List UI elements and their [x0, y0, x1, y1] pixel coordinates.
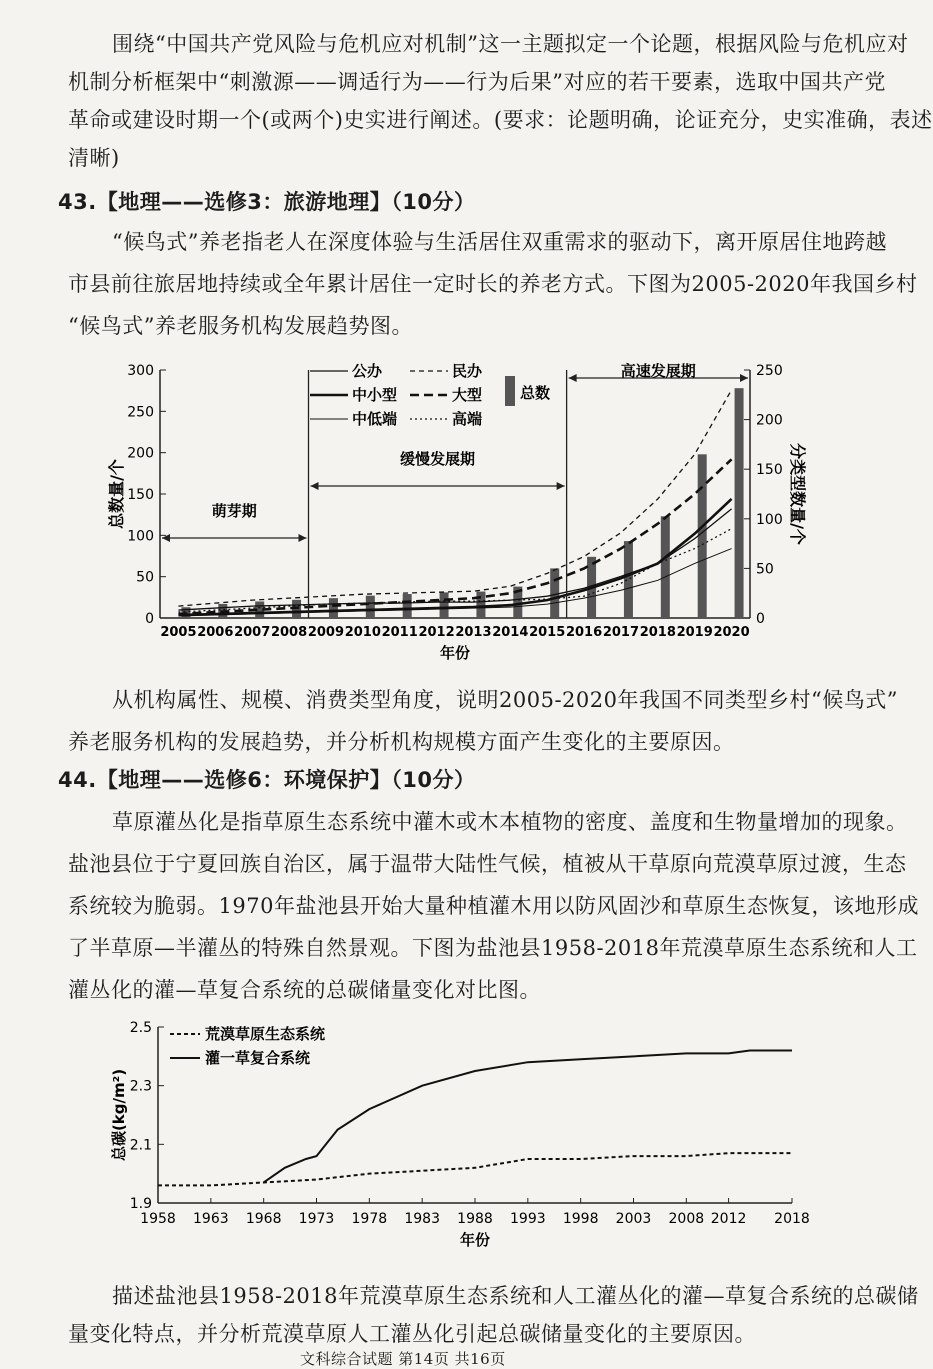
- q44-question-2: 量变化特点，并分析荒漠草原人工灌丛化引起总碳储量变化的主要原因。: [68, 1322, 756, 1346]
- period-label: 缓慢发展期: [400, 450, 476, 468]
- x-tick-label: 1958: [140, 1211, 176, 1227]
- total-bar: [403, 594, 412, 618]
- x-tick-label: 2006: [197, 625, 234, 640]
- x-tick-label: 2005: [160, 625, 197, 640]
- series-line-荒漠草原生态系统: [158, 1153, 792, 1185]
- left-tick-label: 100: [127, 528, 154, 545]
- q43-intro-1: “候鸟式”养老指老人在深度体验与生活居住双重需求的驱动下，离开原居住地跨越: [112, 230, 887, 254]
- x-tick-label: 1998: [562, 1211, 599, 1227]
- q43-intro-2: 市县前往旅居地持续或全年累计居住一定时长的养老方式。下图为2005-2020年我国乡村: [68, 272, 918, 296]
- legend-label: 大型: [452, 386, 483, 404]
- q44-intro-3: 系统较为脆弱。1970年盐池县开始大量种植灌木用以防风固沙和草原生态恢复，该地形成: [68, 894, 919, 918]
- x-tick-label: 2012: [710, 1211, 747, 1227]
- legend-label: 中低端: [352, 410, 398, 428]
- series-line-中小型: [178, 499, 731, 615]
- x-tick-label: 2012: [418, 625, 455, 640]
- period-arrow-right: [740, 374, 748, 382]
- x-axis-title: 年份: [439, 644, 471, 662]
- q44-intro-4: 了半草原—半灌丛的特殊自然景观。下图为盐池县1958-2018年荒漠草原生态系统和人工: [68, 936, 918, 960]
- period-label: 高速发展期: [620, 362, 696, 380]
- x-tick-label: 2003: [615, 1211, 652, 1227]
- q42-line-2: 机制分析框架中“刺激源——调适行为——行为后果”对应的若干要素，选取中国共产党: [68, 70, 886, 94]
- x-tick-label: 1968: [245, 1211, 282, 1227]
- left-tick-label: 300: [127, 363, 154, 379]
- x-tick-label: 1973: [298, 1211, 335, 1227]
- x-tick-label: 1963: [193, 1211, 229, 1227]
- total-bar: [366, 596, 375, 618]
- x-tick-label: 2011: [381, 625, 418, 640]
- x-tick-label: 2007: [234, 625, 271, 640]
- x-tick-label: 1983: [404, 1211, 440, 1227]
- x-tick-label: 2019: [676, 625, 713, 640]
- legend-label: 荒漠草原生态系统: [205, 1025, 326, 1043]
- x-tick-label: 2017: [602, 625, 640, 640]
- x-axis-title: 年份: [459, 1231, 491, 1249]
- q42-line-4: 清晰): [68, 146, 120, 170]
- y-tick-label: 2.5: [129, 1020, 152, 1036]
- period-label: 萌芽期: [211, 502, 257, 520]
- q42-line-1: 围绕“中国共产党风险与危机应对机制”这一主题拟定一个论题，根据风险与危机应对: [112, 32, 909, 56]
- x-tick-label: 2015: [529, 625, 566, 640]
- total-bar: [476, 592, 485, 618]
- total-bar: [698, 454, 707, 618]
- legend-label: 高端: [452, 410, 483, 428]
- total-bar: [661, 516, 670, 618]
- x-tick-label: 2018: [774, 1211, 810, 1227]
- q43-question-2: 养老服务机构的发展趋势，并分析机构规模方面产生变化的主要原因。: [68, 730, 735, 754]
- right-axis-title: 分类型数量/个: [788, 443, 807, 545]
- legend-label: 总数: [520, 384, 551, 402]
- period-arrow-left: [569, 374, 577, 382]
- x-tick-label: 1978: [351, 1211, 388, 1227]
- q43-intro-3: “候鸟式”养老服务机构发展趋势图。: [68, 314, 413, 338]
- y-axis-title: 总碳(kg/m²): [110, 1068, 128, 1162]
- legend-label: 公办: [352, 362, 383, 380]
- chart1-legend: [310, 362, 550, 428]
- x-tick-label: 2014: [492, 625, 529, 640]
- q44-intro-1: 草原灌丛化是指草原生态系统中灌木或木本植物的密度、盖度和生物量增加的现象。: [112, 810, 908, 834]
- left-axis-title: 总数量/个: [107, 459, 126, 529]
- q44-intro-2: 盐池县位于宁夏回族自治区，属于温带大陆性气候，植被从干草原向荒漠草原过渡，生态: [68, 852, 907, 876]
- chart2-legend: [170, 1025, 325, 1067]
- x-tick-label: 2018: [639, 625, 676, 640]
- left-tick-label: 200: [127, 445, 154, 462]
- left-tick-label: 150: [127, 487, 154, 503]
- left-tick-label: 50: [136, 569, 154, 586]
- x-tick-label: 2013: [455, 625, 492, 640]
- period-arrow-right: [557, 482, 565, 490]
- right-tick-label: 50: [756, 561, 774, 578]
- legend-label: 中小型: [352, 386, 398, 404]
- q42-line-3: 革命或建设时期一个(或两个)史实进行阐述。(要求：论题明确，论证充分，史实准确，表述: [68, 108, 933, 132]
- x-tick-label: 2009: [307, 625, 345, 640]
- period-arrow-left: [311, 482, 319, 490]
- period-arrow-right: [299, 534, 307, 542]
- right-tick-label: 0: [756, 611, 765, 627]
- series-line-灌一草复合系统: [264, 1050, 792, 1182]
- chart2-series-lines: [158, 1050, 792, 1185]
- y-tick-label: 1.9: [129, 1196, 152, 1212]
- q43-heading: 43.【地理——选修3：旅游地理】（10分）: [58, 190, 476, 214]
- series-line-大型: [178, 459, 731, 614]
- x-tick-label: 1988: [457, 1211, 493, 1227]
- series-line-公办: [178, 509, 731, 610]
- total-bar: [550, 568, 559, 618]
- x-tick-label: 1993: [510, 1211, 546, 1227]
- total-bar: [735, 388, 744, 618]
- legend-label: 民办: [452, 362, 483, 380]
- q44-question-1: 描述盐池县1958-2018年荒漠草原生态系统和人工灌丛化的灌—草复合系统的总碳储: [112, 1284, 919, 1308]
- right-tick-label: 250: [756, 363, 783, 379]
- right-tick-label: 150: [756, 462, 783, 479]
- q44-heading: 44.【地理——选修6：环境保护】（10分）: [58, 768, 476, 792]
- carbon-storage-chart: [110, 1015, 830, 1265]
- left-tick-label: 250: [127, 404, 154, 421]
- rural-elderly-care-chart: [107, 358, 807, 668]
- legend-label: 灌一草复合系统: [205, 1049, 311, 1067]
- x-tick-label: 2016: [565, 625, 603, 640]
- left-tick-label: 0: [145, 611, 154, 627]
- total-bar: [440, 592, 449, 618]
- x-tick-label: 2020: [713, 625, 750, 640]
- right-tick-label: 100: [756, 511, 783, 528]
- right-tick-label: 200: [756, 412, 783, 429]
- y-tick-label: 2.3: [129, 1078, 152, 1095]
- total-bar: [624, 541, 633, 618]
- page-footer: 文科综合试题 第14页 共16页: [300, 1350, 506, 1368]
- x-tick-label: 2008: [668, 1211, 705, 1227]
- x-tick-label: 2010: [344, 625, 381, 640]
- x-tick-label: 2008: [270, 625, 308, 640]
- q43-question-1: 从机构属性、规模、消费类型角度，说明2005-2020年我国不同类型乡村“候鸟式”: [112, 688, 898, 712]
- q44-intro-5: 灌丛化的灌—草复合系统的总碳储量变化对比图。: [68, 978, 541, 1002]
- legend-swatch-total: [505, 376, 515, 406]
- y-tick-label: 2.1: [129, 1137, 152, 1154]
- total-bar: [329, 598, 338, 618]
